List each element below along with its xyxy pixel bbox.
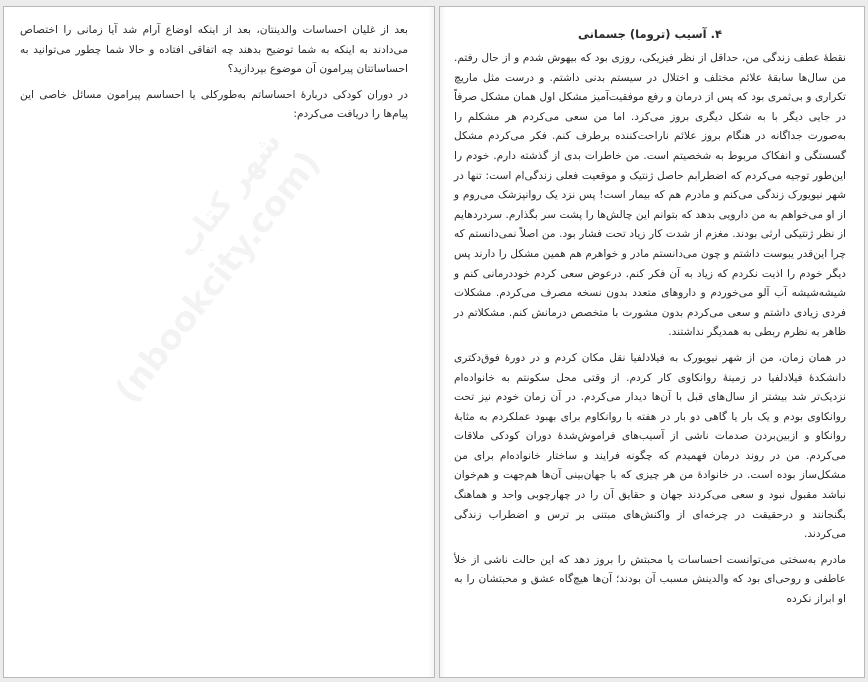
gutter-shadow (440, 7, 446, 677)
watermark-persian (169, 125, 289, 264)
left-page (3, 6, 435, 678)
left-paragraph-1: بعد از غلیان احساسات والدینتان، بعد از اینکه اوضاع آرام شد آیا زمانی را اختصاص می‌دادند به اینکه به شما توضیح بدهند چه اتفاقی افتاده و حالا شما چطور می‌توانید به احساساتتان پیرامون آن موضوع بپردازید؟ (20, 24, 408, 76)
right-page-text (440, 7, 864, 610)
right-paragraph-1: نقطهٔ عطف زندگی من، حداقل از نظر فیزیکی، روزی بود که بیهوش شدم و از حال رفتم. من سال‌ها سابقهٔ علائم مختلف و اختلال در سیستم بدنی داشتم. و درست مثل ماریچ تکراری و بی‌ثمری بود که پس از درمان و رفع موفقیت‌آمیز مشکل اول همان مشکل صرفاً در جایی دیگر با به شکل دیگری بروز می‌کرد. اما من سعی می‌کردم هر مشکلم را به‌صورت جداگانه در هنگام بروز علائم ناراحت‌کننده برطرف کنم. فکر می‌کردم مشکل گسستگی و انفکاک مربوط به شخصیتم است. من خاطرات بدی از گذشته دارم. خودم را این‌طور توجیه می‌کردم که اضطرابم حاصل ژنتیک و موقعیت فعلی زندگی‌ام است: تنها در شهر نیویورک زندگی می‌کنم و مادرم هم که بیمار است! پس نزد یک روانپزشک می‌روم و از او می‌خواهم به من دارویی بدهد که بتوانم این چالش‌ها را پشت سر بگذارم. سردردهایم از نظر ژنتیکی ارثی بودند. مغزم از شدت کار زیاد تحت فشار بود. من اصلاً نمی‌دانستم که چرا این‌قدر یبوست داشتم و چون می‌دانستم مادر و خواهرم هم همین مشکل را دارند پس دیگر خودم را اذیت نکردم که زیاد به آن فکر کنم. درعوض سعی کردم خوددرمانی کنم و شیشه‌شیشه آب آلو می‌خوردم و داروهای متعدد بدون نسخه مصرف می‌کردم. مشکلات فردی زیادی داشتم و سعی می‌کردم بدون مشورت با متخصص درمانش کنم. مشکلاتم در ظاهر به نظرم ربطی به همدیگر نداشتند. (454, 52, 846, 339)
left-page-text (4, 7, 434, 125)
section-heading: ۴. آسیب (تروما) جسمانی (577, 27, 723, 41)
right-paragraph-3: مادرم به‌سختی می‌توانست احساسات یا محبتش را بروز دهد که این حالت ناشی از خلأ عاطفی و روحی‌ای بود که والدینش مسبب آن بودند؛ آن‌ها هیچ‌گاه عشق و محبتشان را به او ابراز نکرده (454, 553, 846, 606)
right-page (439, 6, 865, 678)
right-paragraph-2: در همان زمان، من از شهر نیویورک به فیلادلفیا نقل مکان کردم و در دورهٔ فوق‌دکتری دانشکدهٔ فیلادلفیا در زمینهٔ روانکاوی کار کردم. از وقتی محل سکونتم به خانواده‌ام نزدیک‌تر شد بیشتر از سال‌های قبل با آن‌ها دیدار می‌کردم. در آن زمان خودم نیز تحت روانکاوی بودم و یک بار یا گاهی دو بار در هفته با روانکاوم برای بهبود عملکردم به مثابهٔ روانکاو و ازبین‌بردن صدمات ناشی از آسیب‌های فراموش‌شدهٔ دوران کودکی ملاقات می‌کردم. من در روند درمان فهمیدم که چگونه فرایند و ساختار خانواده‌ام برای من مشکل‌ساز بوده است. در خانوادهٔ من هر چیزی که با جهان‌بینی آن‌ها هم‌جهت و هم‌خوان نباشد مقبول نبود و سعی می‌کردند جهان و حقایق آن را در چهارچوبی واحد و هماهنگ بگنجانند و درحقیقت در چرخه‌ای از واکنش‌های مبتنی بر ترس و اضطراب زندگی می‌کردند. (454, 351, 846, 541)
left-paragraph-2: در دوران کودکی دربارهٔ احساساتم به‌طورکلی یا احساسم پیرامون مسائل خاصی این پیام‌ها را دریافت می‌کردم: (20, 88, 408, 121)
gutter-shadow (428, 7, 434, 677)
watermark-latin (107, 143, 328, 410)
